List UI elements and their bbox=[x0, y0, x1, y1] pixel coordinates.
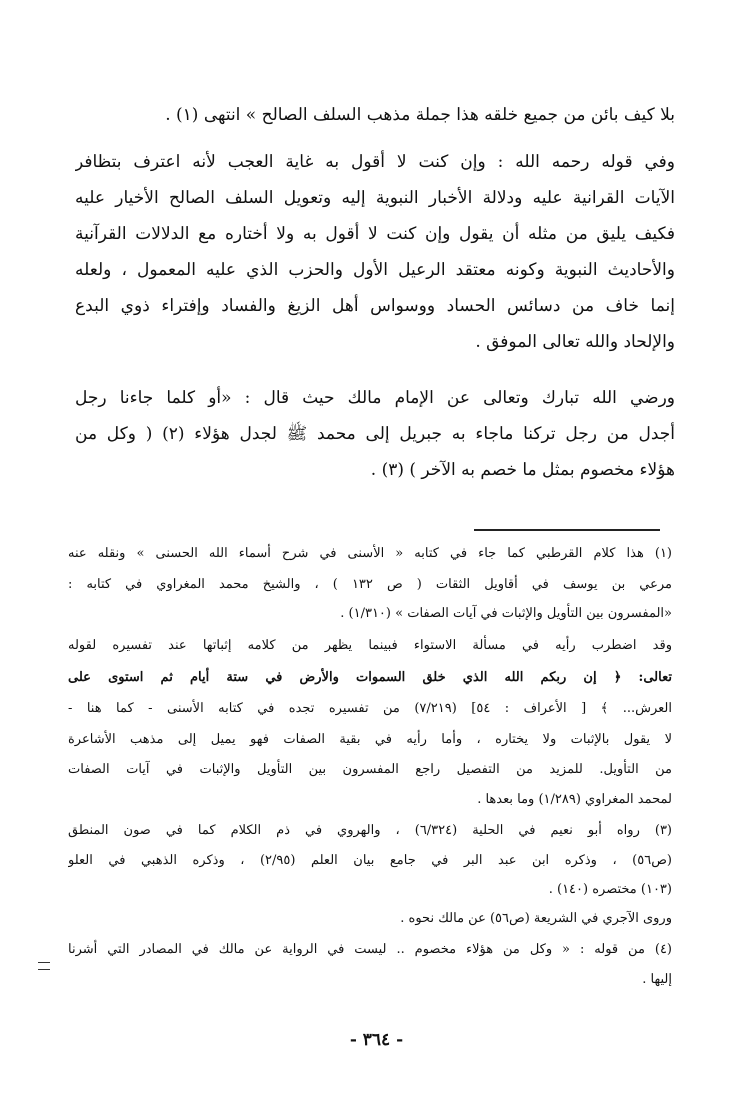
main-text-line-9: أجدل من رجل تركنا ماجاء به جبريل إلى محمد ﷺ لجدل هؤلاء (٢) ( وكل من bbox=[75, 424, 675, 444]
main-text-line-5: والأحاديث النبوية وكونه معتقد الرعيل الأول والحزب الذي عليه المعمول ، ولعله bbox=[75, 260, 675, 280]
footnote-line-10: (٣) رواه أبو نعيم في الحلية (٦/٣٢٤) ، والهروي في ذم الكلام كما في صون المنطق bbox=[68, 823, 672, 838]
footnote-line-1: (١) هذا كلام القرطبي كما جاء في كتابه « الأسنى في شرح أسماء الله الحسنى » ونقله عنه bbox=[68, 546, 672, 561]
footnote-line-3: «المفسرون بين التأويل والإثبات في آيات الصفات » (١/٣١٠) . bbox=[340, 606, 672, 621]
footnote-line-12: (١٠٣) مختصره (١٤٠) . bbox=[548, 882, 672, 897]
main-text-line-6: إنما خاف من دسائس الحساد ووسواس أهل الزيغ والفساد وإفتراء ذوي البدع bbox=[75, 296, 675, 316]
footnote-line-8: من التأويل. للمزيد من التفصيل راجع المفسرون بين التأويل والإثبات في آيات الصفات bbox=[68, 762, 672, 777]
footnote-line-4: وقد اضطرب رأيه في مسألة الاستواء فبينما يظهر من كلامه إثباتها عند تفسيره لقوله bbox=[68, 638, 672, 653]
footnote-line-5: تعالى: ﴿ إن ربكم الله الذي خلق السموات والأرض في ستة أيام ثم استوى على bbox=[68, 670, 672, 685]
main-text-line-2: وفي قوله رحمه الله : وإن كنت لا أقول به غاية العجب لأنه اعترف بتظافر bbox=[75, 152, 675, 172]
footnote-separator bbox=[474, 529, 660, 531]
footnote-line-14: (٤) من قوله : « وكل من هؤلاء مخصوم .. ليست في الرواية عن مالك في المصادر التي أشرنا bbox=[68, 942, 672, 957]
footnote-line-15: إليها . bbox=[642, 972, 672, 987]
main-text-line-8: ورضي الله تبارك وتعالى عن الإمام مالك حيث قال : «أو كلما جاءنا رجل bbox=[75, 388, 675, 408]
main-text-line-7: والإلحاد والله تعالى الموفق . bbox=[475, 332, 675, 352]
footnote-line-2: مرعي بن يوسف في أقاويل الثقات ( ص ١٣٢ ) ، والشيخ محمد المغراوي في كتابه : bbox=[68, 577, 672, 592]
main-text-line-4: فكيف يليق من مثله أن يقول وإن كنت لا أقول به ولا أختاره مع الدلالات القرآنية bbox=[75, 224, 675, 244]
page-number: - ٣٦٤ - bbox=[349, 1030, 404, 1050]
footnote-line-11: (ص٥٦) ، وذكره ابن عبد البر في جامع بيان العلم (٢/٩٥) ، وذكره الذهبي في العلو bbox=[68, 853, 672, 868]
footnote-line-7: لا يقول بالإثبات ولا يختاره ، وأما رأيه في بقية الصفات فهو يميل إلى مذهب الأشاعرة bbox=[68, 732, 672, 747]
footnote-line-13: وروى الآجري في الشريعة (ص٥٦) عن مالك نحوه . bbox=[400, 911, 672, 926]
footnote-line-6: العرش... ﴾ [ الأعراف : ٥٤] (٧/٢١٩) من تفسيره تجده في كتابه الأسنى - كما هنا - bbox=[68, 701, 672, 716]
footnote-line-9: لمحمد المغراوي (١/٢٨٩) وما بعدها . bbox=[477, 792, 672, 807]
main-text-line-1: بلا كيف بائن من جميع خلقه هذا جملة مذهب السلف الصالح » انتهى (١) . bbox=[165, 105, 675, 125]
margin-mark bbox=[38, 962, 50, 970]
main-text-line-3: الآيات القرانية عليه ودلالة الأخبار النبوية إليه وتعويل السلف الصالح الأخيار عليه bbox=[75, 188, 675, 208]
main-text-line-10: هؤلاء مخصوم بمثل ما خصم به الآخر ) (٣) . bbox=[370, 460, 675, 480]
